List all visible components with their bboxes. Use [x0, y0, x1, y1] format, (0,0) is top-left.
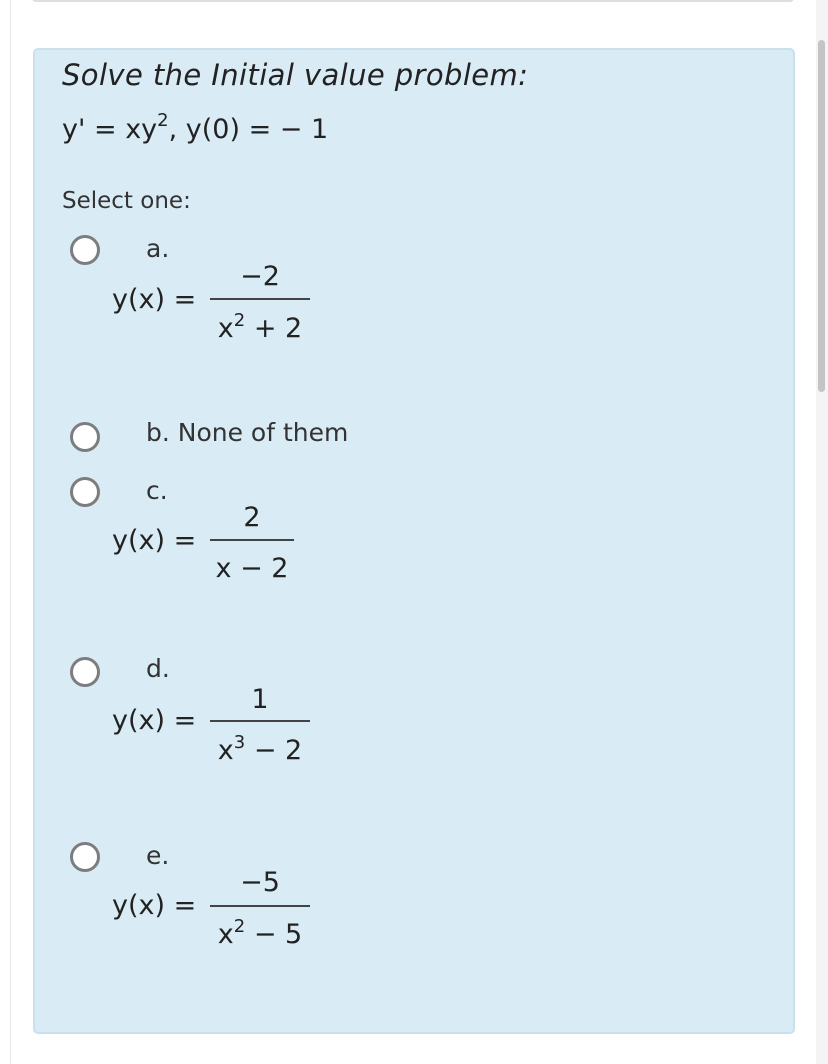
option-d-lhs: y(x) =: [112, 705, 197, 736]
radio-option-c[interactable]: [70, 477, 100, 507]
option-d-label[interactable]: d.: [146, 654, 170, 683]
option-c-lhs: y(x) =: [112, 525, 197, 556]
radio-option-e[interactable]: [70, 842, 100, 872]
option-e-fraction-bar: [210, 905, 310, 907]
equation-exponent: 2: [157, 110, 169, 131]
radio-option-b[interactable]: [70, 422, 100, 452]
scrollbar-thumb[interactable]: [818, 40, 825, 392]
initial-value-equation: [62, 110, 328, 145]
option-a-label[interactable]: a.: [146, 234, 170, 263]
page-left-rule: [10, 0, 11, 1064]
option-c-fraction-bar: [210, 539, 294, 541]
equation-condition: , y(0) = − 1: [168, 114, 329, 145]
previous-question-card: [32, 0, 794, 2]
option-d-denominator: $x^3 - 2$: [217, 732, 303, 766]
question-title: Solve the Initial value problem:: [62, 58, 529, 92]
select-one-prompt: Select one:: [62, 188, 191, 214]
option-e-denominator: $x^2 - 5$: [217, 916, 303, 950]
option-d-fraction-bar: [210, 720, 310, 722]
equation-lhs: y' = xy: [62, 114, 158, 145]
option-e-numerator: −5: [240, 867, 280, 898]
option-c-numerator: 2: [243, 502, 261, 533]
option-d-numerator: 1: [251, 684, 269, 715]
option-c-denominator: x − 2: [215, 553, 289, 584]
radio-option-a[interactable]: [70, 235, 100, 265]
option-a-lhs: y(x) =: [112, 284, 197, 315]
option-e-lhs: y(x) =: [112, 890, 197, 921]
option-b-label[interactable]: b. None of them: [146, 418, 349, 447]
option-a-denominator: $x^2 + 2$: [217, 310, 303, 344]
radio-option-d[interactable]: [70, 657, 100, 687]
option-c-label[interactable]: c.: [146, 476, 168, 505]
option-e-label[interactable]: e.: [146, 841, 170, 870]
option-a-fraction-bar: [210, 298, 310, 300]
option-a-numerator: −2: [240, 261, 280, 292]
